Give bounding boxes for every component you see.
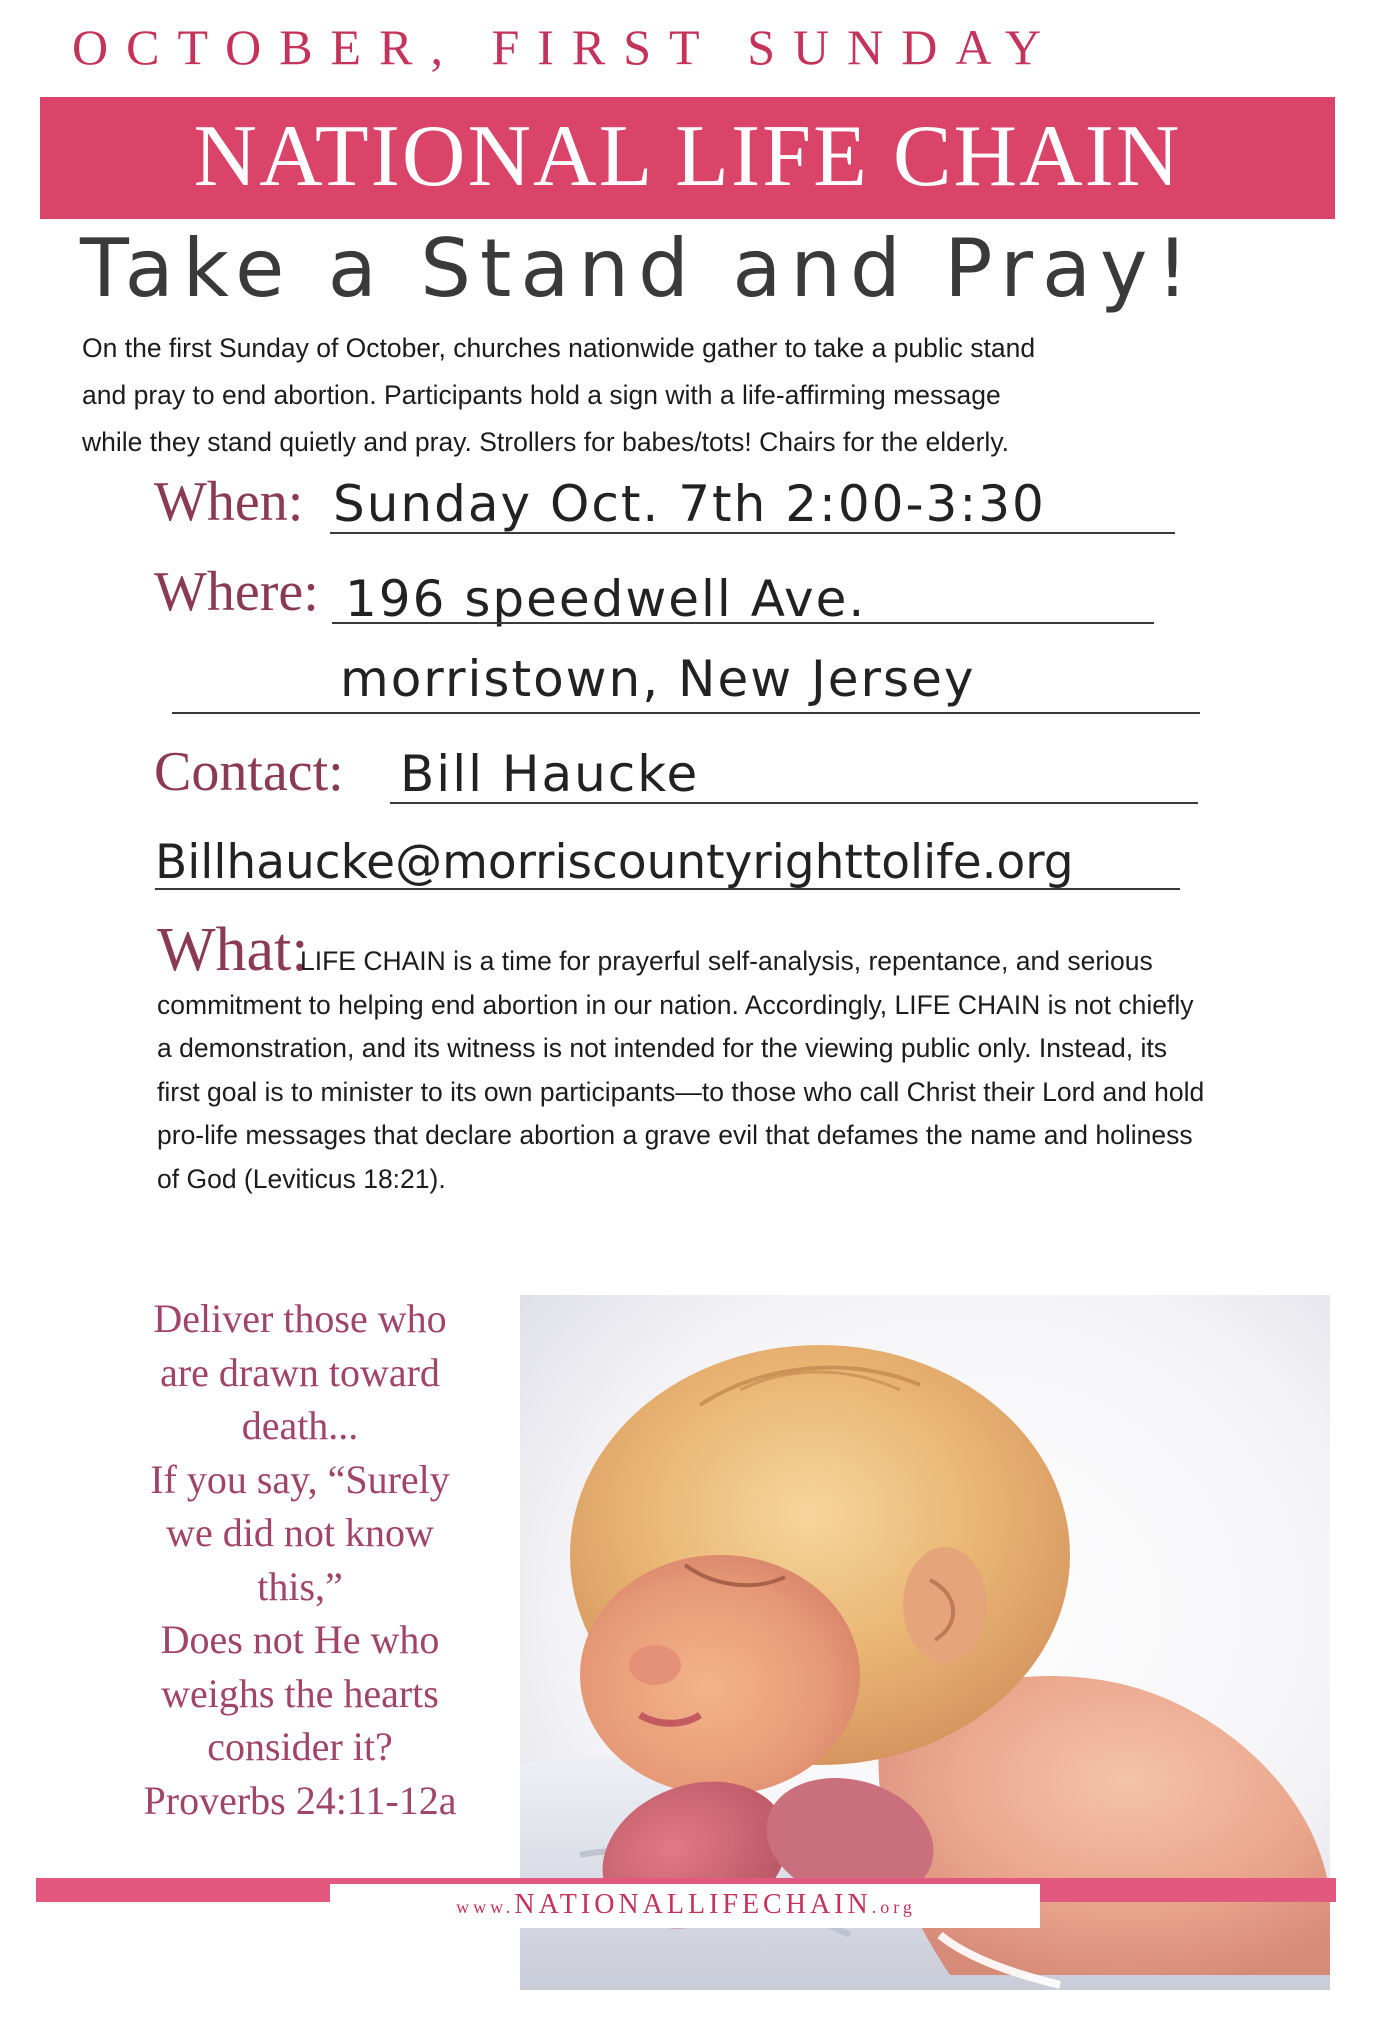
footer-url-suffix: .org (871, 1897, 916, 1917)
verse-line: are drawn toward (160, 1349, 440, 1395)
what-label: What: (157, 916, 309, 984)
verse-line: this,” (257, 1563, 343, 1609)
verse-line: If you say, “Surely (150, 1456, 450, 1502)
intro-paragraph (82, 325, 1252, 466)
verse-line: Deliver those who (153, 1296, 447, 1341)
where-label: Where: (154, 561, 319, 623)
when-rule (330, 532, 1175, 534)
where-value-line1: 196 speedwell Ave. (345, 570, 867, 628)
where-rule-2 (172, 712, 1200, 714)
email-rule (155, 888, 1180, 890)
verse-citation: Proverbs 24:11-12a (143, 1777, 457, 1823)
footer-url (36, 1889, 1336, 1921)
verse-line: weighs the hearts (161, 1670, 439, 1716)
verse-line: death... (241, 1403, 359, 1448)
headline: Take a Stand and Pray! (80, 222, 1198, 315)
when-label: When: (154, 471, 304, 533)
scripture-verse (100, 1292, 500, 1827)
contact-value: Bill Haucke (400, 745, 700, 803)
contact-email: Billhaucke@morriscountyrighttolife.org (155, 835, 1074, 890)
when-value: Sunday Oct. 7th 2:00-3:30 (333, 475, 1046, 533)
intro-line: On the first Sunday of October, churches nationwide gather to take a public stand (82, 333, 1036, 363)
intro-line: and pray to end abortion. Participants hold a sign with a life-affirming message (82, 380, 1001, 410)
where-rule-1 (332, 622, 1154, 624)
intro-line: while they stand quietly and pray. Strollers for babes/tots! Chairs for the elderly. (82, 427, 1009, 457)
contact-label: Contact: (154, 741, 344, 803)
what-paragraph: LIFE CHAIN is a time for prayerful self-analysis, repentance, and serious commitment to helping end abortion in our nation. Accordingly, LIFE CHAIN is not chiefly a demonstration, and its witness is not intended for the viewing public only. Instead, its first goal is to minister to its own participants—to those who call Christ their Lord and hold pro-life messages that declare abortion a grave evil that defames the name and holiness of God (Leviticus 18:21). (157, 946, 1205, 1194)
footer-url-main: NATIONALLIFECHAIN (514, 1889, 872, 1920)
footer-url-prefix: www. (456, 1897, 515, 1917)
verse-line: we did not know (166, 1510, 434, 1555)
verse-line: consider it? (207, 1724, 393, 1769)
banner-title: NATIONAL LIFE CHAIN (193, 108, 1182, 205)
top-line-date: OCTOBER, FIRST SUNDAY (72, 19, 1059, 75)
verse-line: Does not He who (160, 1617, 440, 1662)
where-value-line2: morristown, New Jersey (340, 650, 976, 708)
contact-rule (390, 802, 1198, 804)
